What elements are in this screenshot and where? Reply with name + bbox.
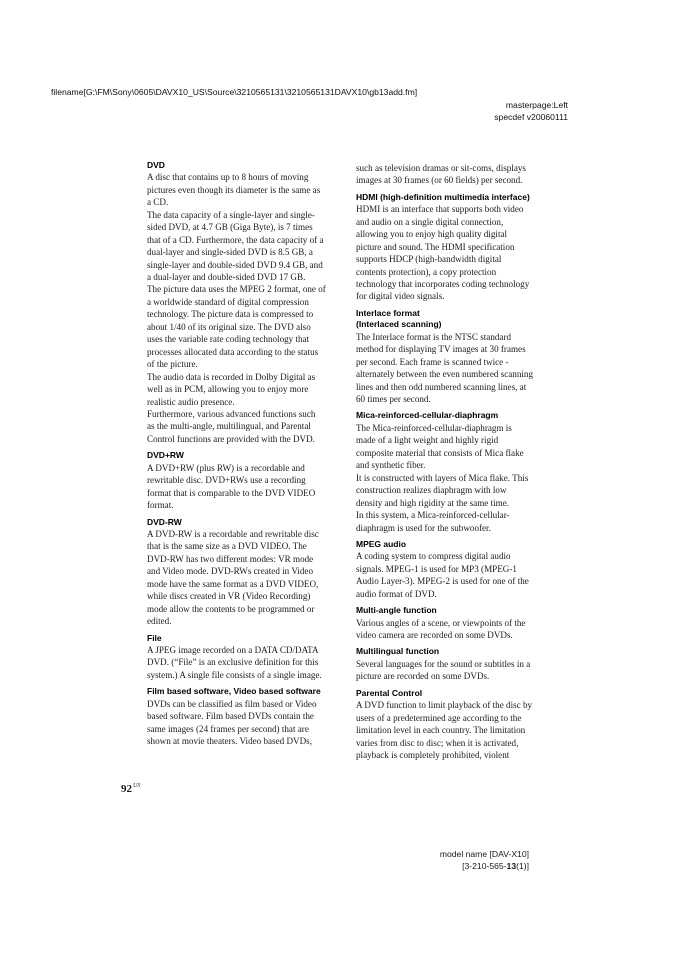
definition-line: construction realizes diaphragm with low (356, 485, 507, 496)
definition-line: users of a predetermined age according to the (356, 712, 522, 723)
definition-line: The data capacity of a single-layer and single- (147, 209, 315, 220)
definition-line: a dual-layer and double-sided DVD 17 GB. (147, 272, 306, 283)
definition-line: diaphragm is used for the subwoofer. (356, 522, 491, 533)
definition-line: DVD-RW has two different modes: VR mode (147, 553, 314, 564)
definition-line: and audio on a single digital connection, (356, 216, 504, 227)
definition-line: realistic audio presence. (147, 396, 235, 407)
definition-line: mode allow the contents to be programmed or (147, 603, 315, 614)
definition-line: uses the variable rate coding technology that (147, 334, 310, 345)
definition-line: per second. Each frame is scanned twice - (356, 356, 509, 367)
glossary-entry-mica-reinforced-cellular-diaphragm (356, 410, 540, 533)
definition-line: supports HDCP (high-bandwidth digital (356, 254, 502, 265)
definition-line: single-layer and double-sided DVD 9.4 GB, and (147, 259, 323, 270)
definition-line: density and high rigidity at the same time. (356, 497, 510, 508)
glossary-entry-file (147, 633, 331, 682)
definition-line: HDMI is an interface that supports both video (356, 204, 524, 215)
glossary-term: DVD (147, 160, 165, 170)
glossary-term: MPEG audio (356, 538, 407, 549)
glossary-column-left (147, 160, 331, 748)
masterpage-label: masterpage:Left (505, 100, 568, 110)
definition-line: Audio Layer-3). MPEG-2 is used for one of the (356, 576, 529, 587)
definition-line: A disc that contains up to 8 hours of moving (147, 172, 309, 183)
definition-line: picture are recorded on some DVDs. (356, 671, 490, 682)
definition-line: The audio data is recorded in Dolby Digital as (147, 371, 316, 382)
glossary-entry-dvd-rw (147, 450, 331, 511)
definition-line: The picture data uses the MPEG 2 format, one of (147, 284, 326, 295)
glossary-entry-mpeg-audio (356, 539, 540, 600)
glossary-term: DVD+RW (147, 450, 184, 461)
definition-line: varies from disc to disc; when it is activated, (356, 737, 519, 748)
definition-line: A DVD function to limit playback of the disc by (356, 700, 533, 711)
definition-line: Various angles of a scene, or viewpoints of the (356, 617, 526, 628)
definition-line: technology. The picture data is compressed to (147, 309, 314, 320)
glossary-term: Film based software, Video based software (147, 686, 321, 697)
definition-line: Several languages for the sound or subtitles in a (356, 658, 531, 669)
definition-line: that is the same size as a DVD VIDEO. The (147, 541, 307, 552)
definition-line: such as television dramas or sit-coms, displays (356, 163, 526, 173)
definition-line: It is constructed with layers of Mica flake. This (356, 472, 529, 483)
definition-line: sided DVD, at 4.7 GB (Giga Byte), is 7 times (147, 222, 313, 233)
definition-line: A coding system to compress digital audio (356, 551, 511, 562)
glossary-column-right (356, 162, 540, 761)
definition-line: about 1/40 of its original size. The DVD also (147, 321, 311, 332)
definition-line: DVDs can be classified as film based or Video (147, 698, 317, 709)
glossary-entry-continued (356, 162, 540, 187)
glossary-entry-hdmi-high-definition-multimedia-interface (356, 192, 540, 303)
glossary-term: Parental Control (356, 687, 423, 698)
definition-line: A JPEG image recorded on a DATA CD/DATA (147, 645, 319, 656)
definition-line: that of a CD. Furthermore, the data capacity of a (147, 234, 324, 245)
glossary-entry-multilingual-function (356, 646, 540, 682)
definition-line: images at 30 frames (or 60 fields) per second. (356, 175, 523, 186)
definition-line: while discs created in VR (Video Recording) (147, 591, 311, 602)
definition-line: signals. MPEG-1 is used for MP3 (MPEG-1 (356, 563, 517, 574)
definition-line: allowing you to enjoy high quality digital (356, 229, 508, 240)
definition-line: Control functions are provided with the DVD. (147, 433, 315, 444)
glossary-entry-dvd (147, 160, 331, 445)
definition-line: dual-layer and single-sided DVD is 8.5 GB, a (147, 247, 313, 258)
definition-line: of the picture. (147, 359, 198, 370)
page-number: $92^{US}$ (121, 783, 141, 795)
definition-line: and synthetic fiber. (356, 460, 426, 471)
definition-line: a CD. (147, 197, 169, 208)
definition-line: made of a light weight and highly rigid (356, 435, 499, 446)
definition-line: a worldwide standard of digital compression (147, 296, 309, 307)
definition-line: rewritable disc. DVD+RWs use a recording (147, 475, 306, 486)
definition-line: limitation level in each country. The limitation (356, 725, 526, 736)
definition-line: system.) A single file consists of a single image. (147, 669, 322, 680)
page-region-suffix: US (133, 783, 141, 789)
definition-line: audio format of DVD. (356, 588, 437, 599)
glossary-term: HDMI (high-definition multimedia interface) (356, 191, 530, 202)
glossary-term: Multilingual function (356, 646, 440, 657)
glossary-entry-multi-angle-function (356, 605, 540, 641)
definition-line: 60 times per second. (356, 394, 431, 405)
definition-line: playback is completely prohibited, violent (356, 750, 510, 761)
definition-line: for digital video signals. (356, 291, 445, 302)
glossary-term: Mica-reinforced-cellular-diaphragm (356, 410, 499, 421)
definition-line: mode have the same format as a DVD VIDEO, (147, 578, 319, 589)
definition-line: The Interlace format is the NTSC standard (356, 331, 512, 342)
glossary-entry-interlace-format-interlaced-scanning (356, 308, 540, 406)
definition-line: The Mica-reinforced-cellular-diaphragm is (356, 422, 512, 433)
glossary-term: DVD-RW (147, 516, 182, 527)
glossary-entry-parental-control (356, 688, 540, 762)
definition-line: alternately between the even numbered scanning (356, 369, 533, 380)
definition-line: well as in PCM, allowing you to enjoy more (147, 384, 309, 395)
definition-line: A DVD-RW is a recordable and rewritable disc (147, 529, 319, 539)
model-info (440, 848, 529, 872)
definition-line: format that is comparable to the DVD VIDEO (147, 487, 316, 498)
definition-line: video camera are recorded on some DVDs. (356, 630, 513, 641)
definition-line: In this system, a Mica-reinforced-cellular- (356, 510, 510, 521)
definition-line: pictures even though its diameter is the same as (147, 184, 321, 195)
glossary-term: Multi-angle function (356, 605, 437, 616)
definition-line: processes allocated data according to the status (147, 346, 319, 357)
part-number: [3-210-565-13(1)] (462, 861, 529, 871)
specdef-label: specdef v20060111 (494, 112, 568, 122)
definition-line: Furthermore, various advanced functions such (147, 409, 316, 420)
filename-header: filename[G:\FM\Sony\0605\DAVX10_US\Source\3210565131\3210565131DAVX10\gb13add.fm] (51, 87, 418, 97)
definition-line: edited. (147, 616, 172, 627)
definition-line: picture and sound. The HDMI specification (356, 241, 515, 252)
glossary-term: Interlace format (Interlaced scanning) (356, 307, 442, 330)
definition-line: based software. Film based DVDs contain the (147, 711, 314, 722)
definition-line: lines and then odd numbered scanning lines, at (356, 381, 527, 392)
definition-line: technology that incorporates coding technology (356, 279, 530, 290)
definition-line: DVD. (“File” is an exclusive definition for this (147, 657, 319, 668)
glossary-entry-dvd-rw (147, 517, 331, 628)
definition-line: format. (147, 500, 174, 511)
definition-line: same images (24 frames per second) that are (147, 723, 309, 734)
glossary-term: File (147, 632, 162, 643)
definition-line: A DVD+RW (plus RW) is a recordable and (147, 462, 305, 473)
definition-line: and Video mode. DVD-RWs created in Video (147, 566, 314, 577)
definition-line: contents protection), a copy protection (356, 266, 497, 277)
definition-line: composite material that consists of Mica flake (356, 447, 524, 458)
definition-line: as the multi-angle, multilingual, and Parental (147, 421, 311, 432)
glossary-entry-film-based-software-video-based-software (147, 686, 331, 747)
model-name: model name [DAV-X10] (439, 849, 529, 859)
definition-line: shown at movie theaters. Video based DVDs, (147, 736, 312, 747)
definition-line: method for displaying TV images at 30 frames (356, 344, 526, 355)
